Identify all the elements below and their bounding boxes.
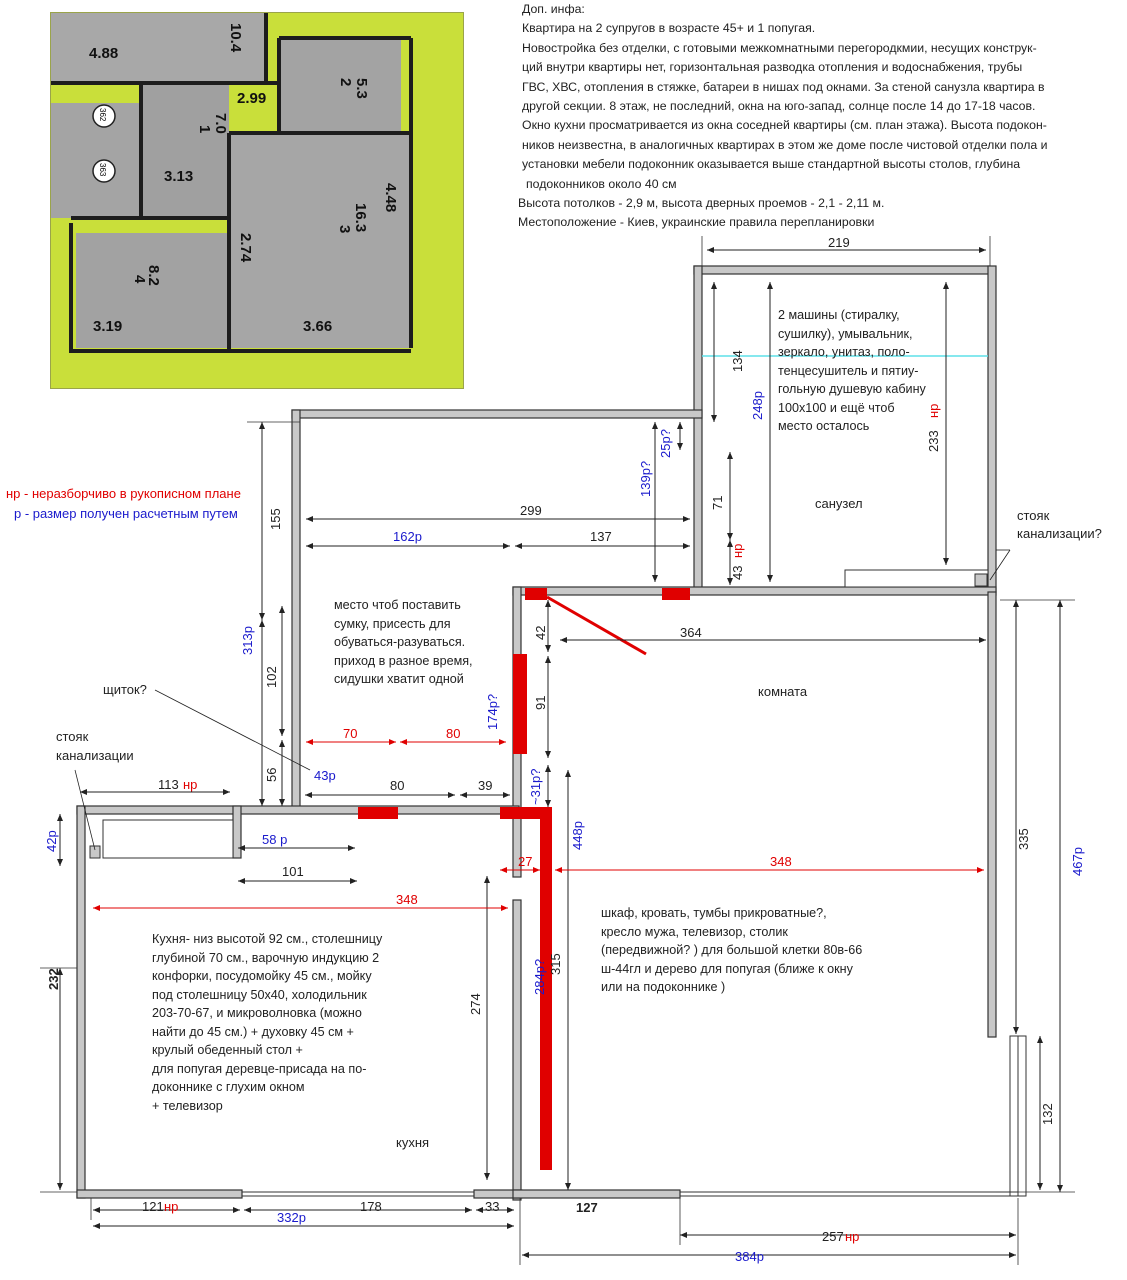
svg-text:363: 363 bbox=[98, 163, 107, 177]
info-line: Квартира на 2 супругов в возрасте 45+ и 1 попугая. bbox=[522, 21, 816, 36]
kitchen-note: Кухня- низ высотой 92 см., столешницу глубиной 70 см., варочную индукцию 2 конфорки, посудомойку 45 см., мойку под столешницу 50х40, холодильник 203-70-67, и микроволновка (можно найти до 45 см.) + духовку 45 см + крулый обеденный стол + для попугая деревце-присада на по- доконнике с глухим окном + телевизор bbox=[152, 932, 383, 1113]
dim-448r: 448р bbox=[570, 821, 585, 850]
photo-label-1: 1 bbox=[196, 125, 213, 134]
dim-467r: 467р bbox=[1070, 847, 1085, 876]
info-line: Новостройка без отделки, с готовыми межкомнатными перегородкмии, несущих конструк- bbox=[522, 40, 1037, 55]
dim-232: 232 bbox=[46, 968, 61, 990]
photo-label-274: 2.74 bbox=[237, 233, 254, 263]
legend-nr: нр - неразборчиво в рукописном плане bbox=[6, 486, 241, 501]
dim-42: 42 bbox=[533, 625, 548, 640]
dim-43r: 43р bbox=[314, 768, 336, 783]
door-swing-red bbox=[547, 597, 646, 654]
dim-274: 274 bbox=[468, 993, 483, 1015]
dim-27: 27 bbox=[518, 854, 533, 869]
photo-label-163: 16.3 bbox=[352, 203, 369, 233]
photo-label-366: 3.66 bbox=[303, 318, 333, 335]
room-room-label: комната bbox=[758, 684, 808, 699]
dim-299: 299 bbox=[520, 503, 542, 518]
info-line: подоконников около 40 см bbox=[526, 176, 677, 191]
info-line: установки мебели подоконник оказывается выше стандартной высоты столов, глубина bbox=[522, 157, 1021, 172]
bath-riser-box bbox=[845, 570, 988, 587]
dim-33: 33 bbox=[485, 1199, 500, 1214]
dim-348a: 348 bbox=[396, 892, 418, 907]
info-heights: Высота потолков - 2,9 м, высота дверных проемов - 2,1 - 2,11 м. bbox=[518, 196, 885, 211]
sewer-riser-right bbox=[975, 574, 987, 586]
dim-42r: 42р bbox=[44, 830, 59, 852]
info-line: ГВС, ХВС, отопления в стяжке, батареи в нишах под окнами. За стеной санузла квартира в bbox=[522, 79, 1045, 94]
photo-label-4: 4 bbox=[131, 275, 148, 284]
dim-43: 43 bbox=[730, 565, 745, 580]
shchitok-label: щиток? bbox=[103, 682, 147, 697]
dim-134: 134 bbox=[730, 350, 745, 372]
info-line: другой секции. 8 этаж, не последний, окна на юго-запад, солнце после 14 до 17-18 часов. bbox=[522, 99, 1036, 114]
bathroom-note: 2 машины (стиралку, сушилку), умывальник, зеркало, унитаз, поло- тенцесушитель и пятиу- гольную душевую кабину 100х100 и ещё чтоб место осталось bbox=[778, 308, 926, 433]
dim-178: 178 bbox=[360, 1199, 382, 1214]
info-line: ций внутри квартиры нет, горизонтальная разводка отопления и водоснабжения, трубы bbox=[522, 60, 1023, 75]
photo-label-70: 7.0 bbox=[212, 113, 229, 134]
stoyak-left-line2: канализации bbox=[56, 748, 134, 763]
dim-233-nr: нр bbox=[926, 403, 941, 418]
photo-label-3: 3 bbox=[336, 225, 353, 234]
dim-233: 233 bbox=[926, 430, 941, 452]
dim-101: 101 bbox=[282, 864, 304, 879]
dim-384r: 384р bbox=[735, 1249, 764, 1264]
hallway-note: место чтоб поставить сумку, присесть для обуваться-разуваться. приход в разное время, сидушки хватит одной bbox=[334, 598, 473, 686]
photo-label-82: 8.2 bbox=[145, 265, 162, 286]
dim-80b: 80 bbox=[390, 778, 405, 793]
photo-label-2: 2 bbox=[337, 78, 354, 87]
dim-284r: 284р? bbox=[532, 958, 547, 995]
dim-332r: 332р bbox=[277, 1210, 306, 1225]
dim-132: 132 bbox=[1040, 1103, 1055, 1125]
info-location: Местоположение - Киев, украинские правила перепланировки bbox=[518, 215, 875, 230]
dim-335: 335 bbox=[1016, 828, 1031, 850]
photo-label-319: 3.19 bbox=[93, 318, 123, 335]
photo-label-299: 2.99 bbox=[237, 90, 267, 107]
dim-102: 102 bbox=[264, 666, 279, 688]
dim-56: 56 bbox=[264, 767, 279, 782]
legend-r: р - размер получен расчетным путем bbox=[14, 506, 238, 521]
dim-162r: 162р bbox=[393, 529, 422, 544]
dim-113-nr: нр bbox=[183, 777, 198, 792]
svg-text:362: 362 bbox=[98, 108, 107, 122]
info-line: Окно кухни просматривается из окна соседней квартиры (см. план этажа). Высота подокон- bbox=[522, 118, 1047, 133]
dim-70: 70 bbox=[343, 726, 358, 741]
photo-label-488: 4.88 bbox=[89, 45, 119, 62]
dim-257-nr: нр bbox=[845, 1229, 860, 1244]
dim-43-nr: нр bbox=[730, 543, 745, 558]
dim-39: 39 bbox=[478, 778, 493, 793]
dim-174r: 174р? bbox=[485, 693, 500, 730]
sewer-riser-left bbox=[90, 846, 100, 858]
info-line: ников неизвестна, в аналогичных квартирах в этом же доме после чистовой отделки пола и bbox=[522, 137, 1048, 152]
dim-71: 71 bbox=[710, 495, 725, 510]
photo-label-104: 10.4 bbox=[227, 23, 244, 53]
kitchen-niche bbox=[103, 820, 233, 858]
dim-315: 315 bbox=[548, 953, 563, 975]
dim-80a: 80 bbox=[446, 726, 461, 741]
photo-label-53: 5.3 bbox=[353, 78, 370, 99]
dim-91: 91 bbox=[533, 695, 548, 710]
stoyak-right-line2: канализации? bbox=[1017, 526, 1102, 541]
dim-121: 121 bbox=[142, 1199, 164, 1214]
room-note: шкаф, кровать, тумбы прикроватные?, кресло мужа, телевизор, столик (передвижной? ) для большой клетки 80в-66 ш-44гл и дерево для попугая (ближе к окну или на подоконнике ) bbox=[601, 906, 863, 994]
dim-155: 155 bbox=[268, 508, 283, 530]
dim-121-nr: нр bbox=[164, 1199, 179, 1214]
dim-139r: 139р? bbox=[638, 460, 653, 497]
dim-364: 364 bbox=[680, 625, 702, 640]
photo-label-448: 4.48 bbox=[382, 183, 399, 213]
stoyak-right-line1: стояк bbox=[1017, 508, 1050, 523]
dim-313r: 313р bbox=[240, 626, 255, 655]
dim-31r: ~31р? bbox=[528, 768, 543, 805]
info-heading: Доп. инфа: bbox=[522, 2, 585, 16]
dim-248r: 248р bbox=[750, 391, 765, 420]
dim-25r: 25р? bbox=[658, 429, 673, 458]
photo-label-313: 3.13 bbox=[164, 168, 194, 185]
room-bathroom-label: санузел bbox=[815, 496, 863, 511]
dim-127: 127 bbox=[576, 1200, 598, 1215]
dim-219: 219 bbox=[828, 235, 850, 250]
room-kitchen-label: кухня bbox=[396, 1135, 430, 1150]
dim-58r: 58 р bbox=[262, 832, 288, 847]
dim-113: 113 bbox=[158, 777, 179, 792]
dim-257: 257 bbox=[822, 1229, 844, 1244]
dim-348b: 348 bbox=[770, 854, 792, 869]
stoyak-left-line1: стояк bbox=[56, 729, 89, 744]
dim-137: 137 bbox=[590, 529, 612, 544]
